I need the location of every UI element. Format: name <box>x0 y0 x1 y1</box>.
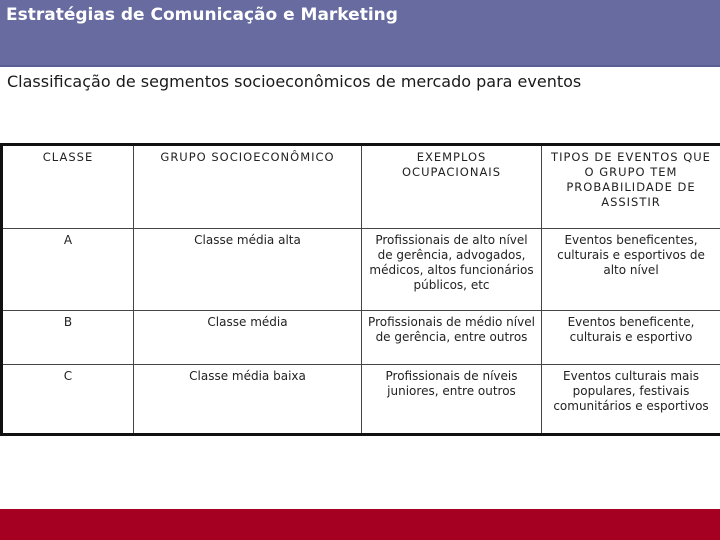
table-cell-tipos: Eventos beneficentes, culturais e esportivos de alto nível <box>542 229 720 311</box>
header-bar <box>0 0 720 67</box>
table-cell-tipos: Eventos culturais mais populares, festivais comunitários e esportivos <box>542 365 720 435</box>
table-cell-classe: A <box>2 229 134 311</box>
table-cell-exemplos: Profissionais de médio nível de gerência, entre outros <box>362 311 542 365</box>
table-cell-exemplos: Profissionais de alto nível de gerência, advogados, médicos, altos funcionários públicos, etc <box>362 229 542 311</box>
table-cell-grupo: Classe média <box>134 311 362 365</box>
table-row <box>2 311 720 365</box>
table-cell-grupo: Classe média baixa <box>134 365 362 435</box>
table-header-row <box>2 145 720 229</box>
table-row <box>2 229 720 311</box>
table-cell-tipos: Eventos beneficente, culturais e esportivo <box>542 311 720 365</box>
table-cell-exemplos: Profissionais de níveis juniores, entre outros <box>362 365 542 435</box>
column-header-exemplos: EXEMPLOS OCUPACIONAIS <box>362 145 542 229</box>
column-header-grupo: GRUPO SOCIOECONÔMICO <box>134 145 362 229</box>
segments-table <box>0 143 720 436</box>
footer-bar <box>0 509 720 540</box>
table-cell-grupo: Classe média alta <box>134 229 362 311</box>
table-cell-classe: B <box>2 311 134 365</box>
table-cell-classe: C <box>2 365 134 435</box>
column-header-tipos: TIPOS DE EVENTOS QUE O GRUPO TEM PROBABILIDADE DE ASSISTIR <box>542 145 720 229</box>
column-header-classe: CLASSE <box>2 145 134 229</box>
page-title: Estratégias de Comunicação e Marketing <box>6 5 398 25</box>
table-row <box>2 365 720 435</box>
slide-subtitle: Classificação de segmentos socioeconômicos de mercado para eventos <box>7 72 582 91</box>
